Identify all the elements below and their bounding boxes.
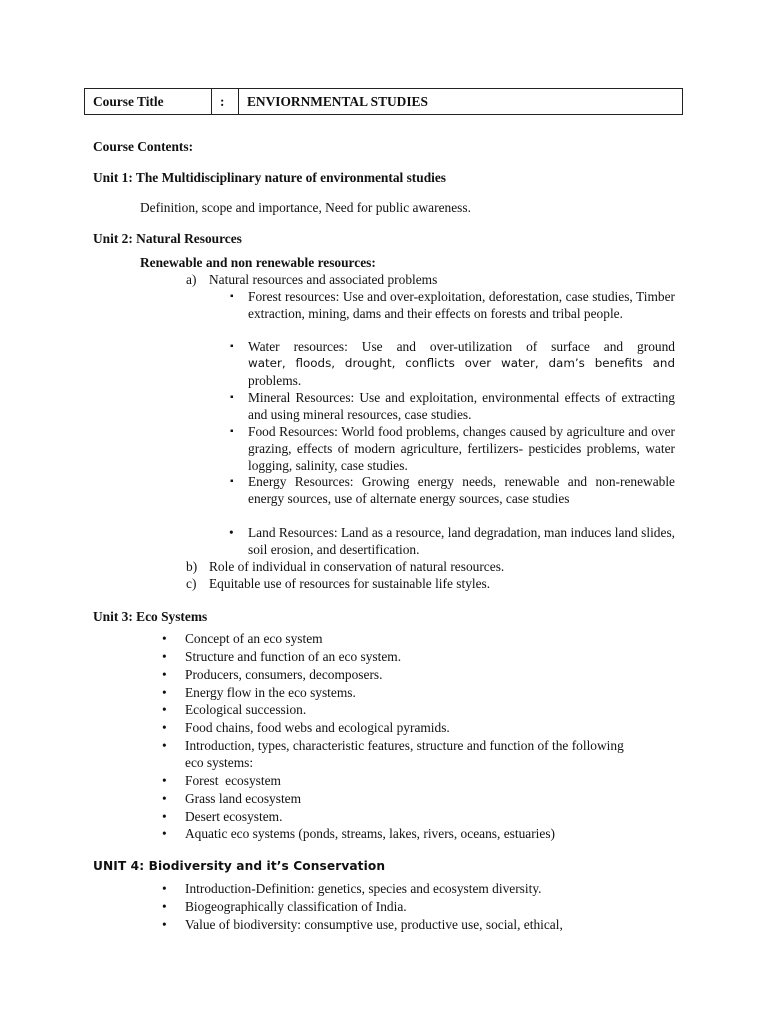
unit3-bullet: • — [162, 826, 167, 841]
unit2-subheading: Renewable and non renewable resources: — [140, 255, 376, 270]
food-resources-text: Food Resources: World food problems, changes caused by agriculture and over grazing, effects of modern agriculture, fertilizers- pesticides problems, water logging, salinity, case studies. — [248, 424, 675, 473]
unit2-item-b-text: Role of individual in conservation of natural resources. — [209, 559, 505, 574]
energy-resources-text: Energy Resources: Growing energy needs, renewable and non-renewable energy sources, use of alternate energy sources, case studies — [248, 474, 675, 506]
unit4-bullet: • — [162, 917, 167, 932]
unit4-item: Biogeographically classification of India. — [185, 899, 407, 914]
unit3-bullet: • — [162, 773, 167, 788]
unit3-item: Structure and function of an eco system. — [185, 649, 402, 664]
unit3-bullet: • — [162, 667, 167, 682]
course-title-table — [84, 88, 683, 115]
unit3-item: Introduction, types, characteristic features, structure and function of the following eco systems: — [185, 738, 624, 770]
mineral-resources-text: Mineral Resources: Use and exploitation, environmental effects of extracting and using mineral resources, case studies. — [248, 390, 675, 422]
unit1-heading: Unit 1: The Multidisciplinary nature of environmental studies — [93, 170, 447, 185]
unit3-item: Energy flow in the eco systems. — [185, 685, 356, 700]
unit3-bullet: • — [162, 809, 167, 824]
unit3-bullet: • — [162, 685, 167, 700]
unit4-bullet: • — [162, 899, 167, 914]
unit2-item-a-marker: a) — [186, 272, 197, 287]
unit3-item: Concept of an eco system — [185, 631, 323, 646]
unit4-heading: UNIT 4: Biodiversity and it’s Conservation — [93, 859, 386, 873]
unit3-bullet: • — [162, 702, 167, 717]
unit3-bullet: • — [162, 791, 167, 806]
unit3-item: Grass land ecosystem — [185, 791, 302, 806]
land-resources-marker: • — [229, 525, 234, 540]
unit3-item: Forest ecosystem — [185, 773, 281, 788]
unit1-text: Definition, scope and importance, Need for public awareness. — [140, 200, 471, 215]
unit3-item: Ecological succession. — [185, 702, 307, 717]
water-resources-marker: ▪ — [230, 341, 234, 352]
unit3-heading: Unit 3: Eco Systems — [93, 609, 208, 624]
unit2-item-c-marker: c) — [186, 576, 197, 591]
course-title-label: Course Title — [85, 89, 212, 115]
unit3-bullet: • — [162, 649, 167, 664]
unit3-item: Producers, consumers, decomposers. — [185, 667, 383, 682]
unit4-item: Value of biodiversity: consumptive use, productive use, social, ethical, — [185, 917, 563, 932]
energy-resources-marker: ▪ — [230, 476, 234, 487]
unit4-bullet: • — [162, 881, 167, 896]
unit4-item: Introduction-Definition: genetics, species and ecosystem diversity. — [185, 881, 542, 896]
unit2-heading: Unit 2: Natural Resources — [93, 231, 242, 246]
unit3-item: Food chains, food webs and ecological pyramids. — [185, 720, 450, 735]
water-resources-line1: Water resources: Use and over-utilization of surface and ground — [248, 339, 675, 354]
course-title-separator: : — [212, 89, 239, 115]
unit2-item-c-text: Equitable use of resources for sustainable life styles. — [209, 576, 491, 591]
water-resources-line2: water, floods, drought, conflicts over water, dam’s benefits and — [248, 356, 675, 370]
forest-resources-marker: ▪ — [230, 291, 234, 302]
unit3-bullet: • — [162, 631, 167, 646]
unit3-bullet: • — [162, 720, 167, 735]
course-title-value: ENVIORNMENTAL STUDIES — [239, 89, 683, 115]
land-resources-text: Land Resources: Land as a resource, land degradation, man induces land slides, soil erosion, and desertification. — [248, 525, 675, 557]
food-resources-marker: ▪ — [230, 426, 234, 437]
unit3-bullet: • — [162, 738, 167, 753]
mineral-resources-marker: ▪ — [230, 392, 234, 403]
water-resources-line3: problems. — [248, 373, 302, 388]
unit3-item: Desert ecosystem. — [185, 809, 283, 824]
forest-resources-text: Forest resources: Use and over-exploitation, deforestation, case studies, Timber extraction, mining, dams and their effects on forests and tribal people. — [248, 289, 675, 321]
unit2-item-a-text: Natural resources and associated problems — [209, 272, 438, 287]
unit2-item-b-marker: b) — [186, 559, 198, 574]
course-contents-heading: Course Contents: — [93, 139, 194, 154]
unit3-item: Aquatic eco systems (ponds, streams, lakes, rivers, oceans, estuaries) — [185, 826, 555, 841]
